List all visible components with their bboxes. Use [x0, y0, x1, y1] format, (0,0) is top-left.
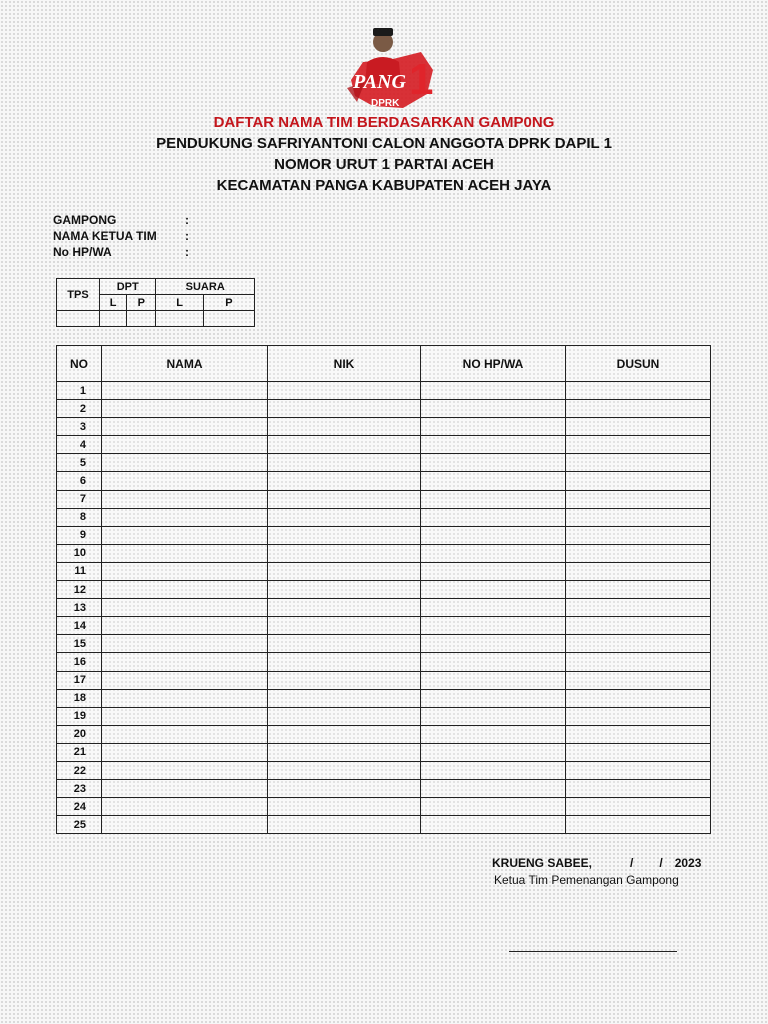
- row-no: 15: [57, 635, 102, 653]
- row-hp[interactable]: [421, 761, 566, 779]
- row-no: 2: [57, 400, 102, 418]
- row-hp[interactable]: [421, 436, 566, 454]
- row-no: 7: [57, 490, 102, 508]
- row-hp[interactable]: [421, 707, 566, 725]
- row-hp[interactable]: [421, 653, 566, 671]
- row-nik[interactable]: [268, 798, 421, 816]
- row-hp[interactable]: [421, 671, 566, 689]
- row-nik[interactable]: [268, 526, 421, 544]
- row-nik[interactable]: [268, 635, 421, 653]
- row-nik[interactable]: [268, 743, 421, 761]
- row-hp[interactable]: [421, 599, 566, 617]
- row-no: 10: [57, 544, 102, 562]
- row-nik[interactable]: [268, 436, 421, 454]
- info-colon: :: [185, 245, 189, 259]
- dpt-header: DPT: [100, 279, 156, 295]
- row-nik[interactable]: [268, 725, 421, 743]
- row-nik[interactable]: [268, 418, 421, 436]
- row-nik[interactable]: [268, 653, 421, 671]
- row-nik[interactable]: [268, 780, 421, 798]
- row-dusun[interactable]: [566, 562, 711, 580]
- row-nik[interactable]: [268, 490, 421, 508]
- table-row: [57, 508, 711, 526]
- table-row: [57, 743, 711, 761]
- row-nama[interactable]: [102, 472, 268, 490]
- date-year: 2023: [674, 856, 702, 870]
- table-row: [57, 798, 711, 816]
- suara-p-cell: [203, 311, 254, 327]
- row-dusun[interactable]: [566, 382, 711, 400]
- row-nik[interactable]: [268, 599, 421, 617]
- member-table: [56, 345, 711, 834]
- row-dusun[interactable]: [566, 653, 711, 671]
- row-hp[interactable]: [421, 490, 566, 508]
- row-hp[interactable]: [421, 400, 566, 418]
- row-nik[interactable]: [268, 544, 421, 562]
- row-hp[interactable]: [421, 382, 566, 400]
- row-hp[interactable]: [421, 816, 566, 834]
- row-dusun[interactable]: [566, 671, 711, 689]
- row-dusun[interactable]: [566, 581, 711, 599]
- logo-number: 1: [409, 55, 434, 104]
- row-dusun[interactable]: [566, 635, 711, 653]
- table-row: [57, 490, 711, 508]
- row-no: 11: [57, 562, 102, 580]
- table-row: [57, 671, 711, 689]
- row-nama[interactable]: [102, 689, 268, 707]
- row-nama[interactable]: [102, 743, 268, 761]
- row-hp[interactable]: [421, 798, 566, 816]
- dpt-p-header: P: [127, 295, 156, 311]
- row-no: 5: [57, 454, 102, 472]
- row-hp[interactable]: [421, 562, 566, 580]
- col-header-hp: NO HP/WA: [421, 346, 566, 382]
- row-dusun[interactable]: [566, 472, 711, 490]
- row-no: 22: [57, 761, 102, 779]
- row-nik[interactable]: [268, 816, 421, 834]
- row-no: 24: [57, 798, 102, 816]
- row-dusun[interactable]: [566, 761, 711, 779]
- row-no: 25: [57, 816, 102, 834]
- suara-l-header: L: [156, 295, 203, 311]
- row-nik[interactable]: [268, 581, 421, 599]
- row-no: 6: [57, 472, 102, 490]
- row-no: 23: [57, 780, 102, 798]
- row-dusun[interactable]: [566, 689, 711, 707]
- table-row: [57, 725, 711, 743]
- row-nama[interactable]: [102, 526, 268, 544]
- row-no: 17: [57, 671, 102, 689]
- candidate-logo: [343, 22, 437, 114]
- row-hp[interactable]: [421, 725, 566, 743]
- subtitle-line-3: KECAMATAN PANGA KABUPATEN ACEH JAYA: [216, 177, 552, 194]
- row-nama[interactable]: [102, 562, 268, 580]
- row-dusun[interactable]: [566, 816, 711, 834]
- table-row: [57, 472, 711, 490]
- logo-sub: DPRK: [371, 98, 400, 109]
- row-nik[interactable]: [268, 508, 421, 526]
- table-row: [57, 436, 711, 454]
- row-nik[interactable]: [268, 761, 421, 779]
- row-nik[interactable]: [268, 472, 421, 490]
- row-nama[interactable]: [102, 418, 268, 436]
- table-row: [57, 617, 711, 635]
- info-label: GAMPONG: [53, 213, 117, 227]
- dpt-l-cell: [100, 311, 127, 327]
- dpt-l-header: L: [100, 295, 127, 311]
- signature-date: [492, 856, 701, 870]
- row-dusun[interactable]: [566, 454, 711, 472]
- table-row: [57, 581, 711, 599]
- table-row: [57, 653, 711, 671]
- row-dusun[interactable]: [566, 490, 711, 508]
- row-dusun[interactable]: [566, 617, 711, 635]
- row-nama[interactable]: [102, 454, 268, 472]
- row-dusun[interactable]: [566, 743, 711, 761]
- row-nama[interactable]: [102, 400, 268, 418]
- table-row: [57, 526, 711, 544]
- date-slash-1: /: [630, 856, 634, 870]
- date-slash-2: /: [659, 856, 663, 870]
- subtitle-line-1: PENDUKUNG SAFRIYANTONI CALON ANGGOTA DPRK DAPIL 1: [156, 135, 612, 152]
- table-row: [57, 816, 711, 834]
- table-row: [57, 382, 711, 400]
- row-hp[interactable]: [421, 581, 566, 599]
- row-nama[interactable]: [102, 490, 268, 508]
- tps-table: [56, 278, 255, 327]
- row-dusun[interactable]: [566, 436, 711, 454]
- row-nama[interactable]: [102, 725, 268, 743]
- row-nama[interactable]: [102, 617, 268, 635]
- suara-p-header: P: [203, 295, 254, 311]
- table-row: [57, 544, 711, 562]
- row-dusun[interactable]: [566, 400, 711, 418]
- table-row: [57, 689, 711, 707]
- document-title: DAFTAR NAMA TIM BERDASARKAN GAMP0NG: [213, 114, 555, 131]
- signature-place: KRUENG SABEE,: [492, 856, 593, 870]
- row-dusun[interactable]: [566, 599, 711, 617]
- row-hp[interactable]: [421, 617, 566, 635]
- row-dusun[interactable]: [566, 707, 711, 725]
- row-dusun[interactable]: [566, 798, 711, 816]
- row-nama[interactable]: [102, 707, 268, 725]
- subtitle-line-2: NOMOR URUT 1 PARTAI ACEH: [274, 156, 494, 173]
- signature-line: [509, 951, 677, 952]
- row-nik[interactable]: [268, 689, 421, 707]
- row-nama[interactable]: [102, 780, 268, 798]
- row-no: 1: [57, 382, 102, 400]
- row-nama[interactable]: [102, 816, 268, 834]
- col-header-nama: NAMA: [102, 346, 268, 382]
- row-nama[interactable]: [102, 544, 268, 562]
- info-colon: :: [185, 213, 189, 227]
- row-nama[interactable]: [102, 761, 268, 779]
- suara-header: SUARA: [156, 279, 255, 295]
- row-no: 20: [57, 725, 102, 743]
- info-ketua: [53, 229, 189, 243]
- col-header-nik: NIK: [268, 346, 421, 382]
- row-no: 8: [57, 508, 102, 526]
- row-no: 18: [57, 689, 102, 707]
- table-row: [57, 761, 711, 779]
- table-row: [57, 707, 711, 725]
- row-hp[interactable]: [421, 454, 566, 472]
- row-hp[interactable]: [421, 544, 566, 562]
- row-nama[interactable]: [102, 508, 268, 526]
- row-dusun[interactable]: [566, 418, 711, 436]
- row-nama[interactable]: [102, 798, 268, 816]
- row-hp[interactable]: [421, 508, 566, 526]
- row-nik[interactable]: [268, 562, 421, 580]
- row-nama[interactable]: [102, 436, 268, 454]
- suara-l-cell: [156, 311, 203, 327]
- tps-cell: [57, 311, 100, 327]
- row-nama[interactable]: [102, 653, 268, 671]
- row-dusun[interactable]: [566, 725, 711, 743]
- row-no: 9: [57, 526, 102, 544]
- signature-title: Ketua Tim Pemenangan Gampong: [494, 873, 679, 887]
- row-no: 4: [57, 436, 102, 454]
- table-row: [57, 418, 711, 436]
- col-header-no: NO: [57, 346, 102, 382]
- info-colon: :: [185, 229, 189, 243]
- dpt-p-cell: [127, 311, 156, 327]
- row-nama[interactable]: [102, 671, 268, 689]
- row-dusun[interactable]: [566, 508, 711, 526]
- row-dusun[interactable]: [566, 526, 711, 544]
- table-row: [57, 400, 711, 418]
- row-no: 21: [57, 743, 102, 761]
- row-nama[interactable]: [102, 581, 268, 599]
- tps-header: TPS: [57, 279, 100, 311]
- row-hp[interactable]: [421, 472, 566, 490]
- col-header-dusun: DUSUN: [566, 346, 711, 382]
- row-nama[interactable]: [102, 382, 268, 400]
- row-hp[interactable]: [421, 743, 566, 761]
- row-nik[interactable]: [268, 671, 421, 689]
- row-nik[interactable]: [268, 617, 421, 635]
- row-dusun[interactable]: [566, 780, 711, 798]
- row-no: 19: [57, 707, 102, 725]
- row-hp[interactable]: [421, 780, 566, 798]
- row-no: 14: [57, 617, 102, 635]
- info-label: NAMA KETUA TIM: [53, 229, 157, 243]
- table-row: [57, 599, 711, 617]
- info-hp: [53, 245, 189, 259]
- row-hp[interactable]: [421, 689, 566, 707]
- table-row: [57, 562, 711, 580]
- row-no: 16: [57, 653, 102, 671]
- row-hp[interactable]: [421, 635, 566, 653]
- row-no: 3: [57, 418, 102, 436]
- row-dusun[interactable]: [566, 544, 711, 562]
- row-no: 13: [57, 599, 102, 617]
- row-nama[interactable]: [102, 599, 268, 617]
- row-nik[interactable]: [268, 454, 421, 472]
- info-gampong: [53, 213, 189, 227]
- row-hp[interactable]: [421, 526, 566, 544]
- row-nik[interactable]: [268, 400, 421, 418]
- table-row: [57, 635, 711, 653]
- row-nik[interactable]: [268, 707, 421, 725]
- logo-text: PANG: [353, 71, 406, 93]
- info-label: No HP/WA: [53, 245, 112, 259]
- row-no: 12: [57, 581, 102, 599]
- table-row: [57, 454, 711, 472]
- row-hp[interactable]: [421, 418, 566, 436]
- row-nik[interactable]: [268, 382, 421, 400]
- row-nama[interactable]: [102, 635, 268, 653]
- table-row: [57, 780, 711, 798]
